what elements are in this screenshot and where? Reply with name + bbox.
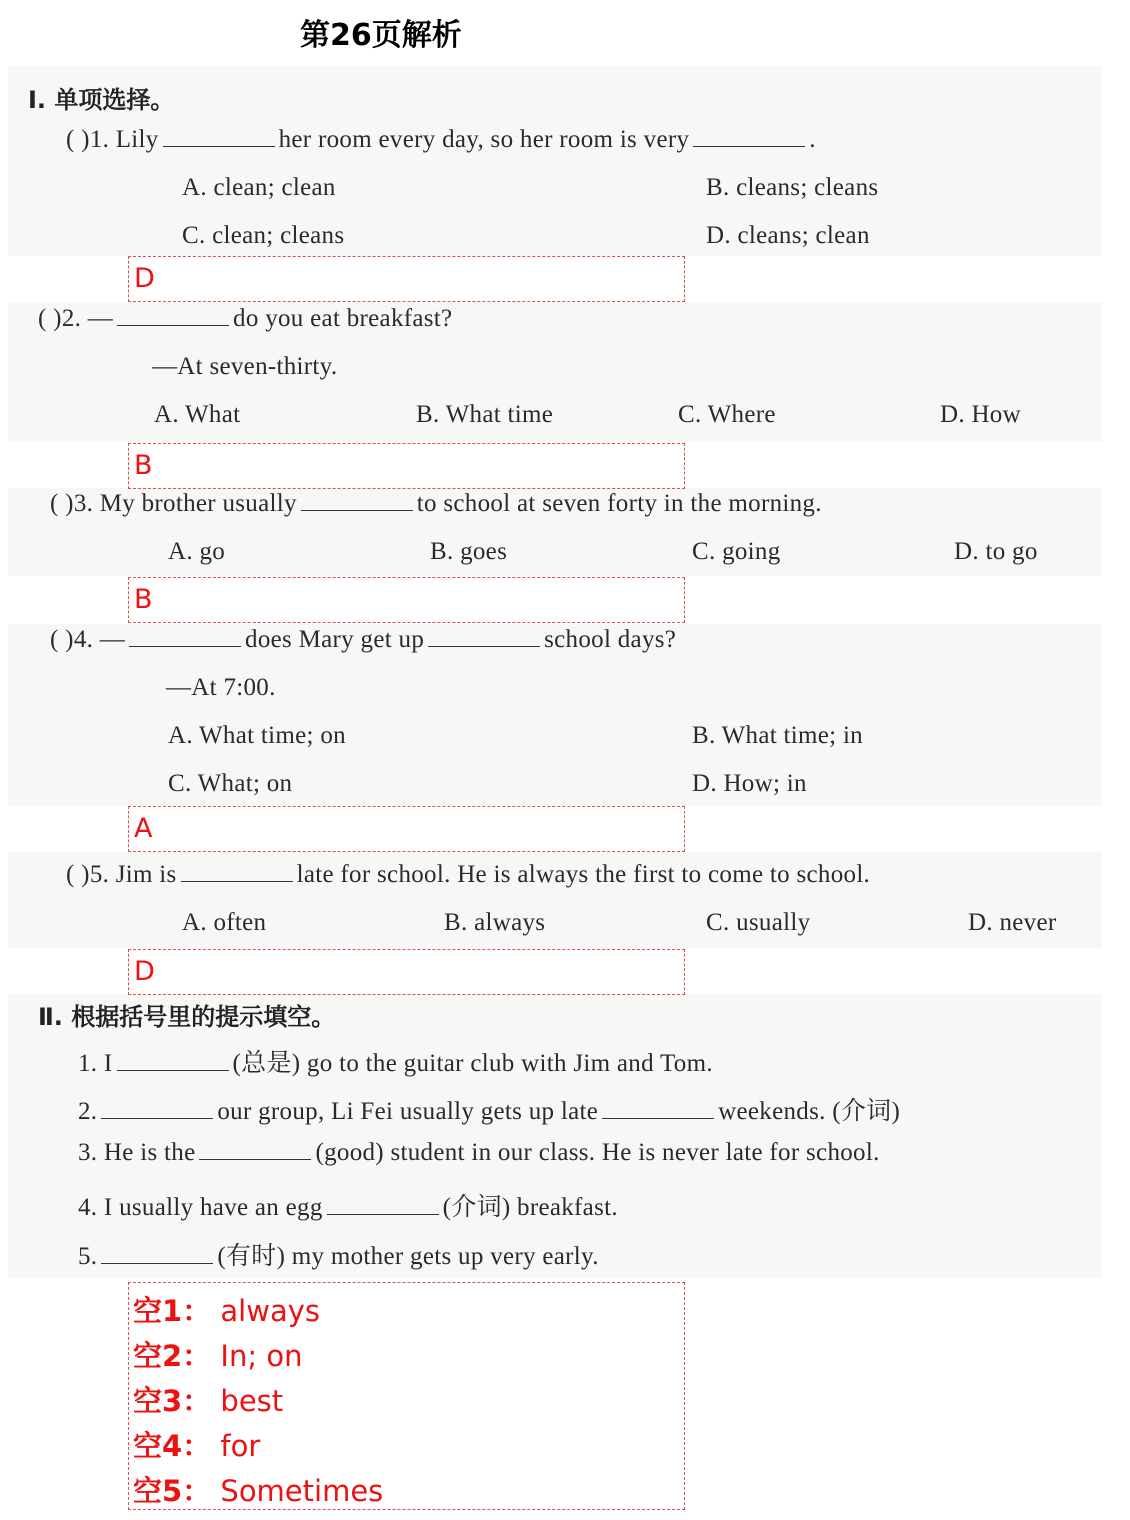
option-d: D. How; in xyxy=(692,770,807,797)
answer-paren[interactable]: ( ) xyxy=(50,626,74,653)
fill-answer-3: 空3： best xyxy=(133,1384,284,1418)
answer-box-5 xyxy=(128,949,685,995)
option-c: C. usually xyxy=(706,909,811,936)
option-d: D. to go xyxy=(954,538,1038,565)
blank xyxy=(163,145,275,147)
blank xyxy=(428,645,540,647)
fill-blank[interactable] xyxy=(602,1117,714,1119)
answer-box-section2 xyxy=(128,1282,685,1510)
fill-item-4: 4. I usually have an egg (介词) breakfast. xyxy=(78,1194,618,1221)
question-2: ( )2. — do you eat breakfast? xyxy=(38,305,453,332)
fill-blank[interactable] xyxy=(101,1117,213,1119)
fill-answer-5: 空5： Sometimes xyxy=(133,1474,384,1508)
answer-1: D xyxy=(134,263,155,294)
option-c: C. clean; cleans xyxy=(182,222,345,249)
answer-paren[interactable]: ( ) xyxy=(38,305,62,332)
blank xyxy=(117,324,229,326)
answer-3: B xyxy=(134,584,153,615)
option-d: D. cleans; clean xyxy=(706,222,870,249)
section1-heading: Ⅰ. 单项选择。 xyxy=(28,86,175,114)
answer-box-3 xyxy=(128,577,685,623)
answer-paren[interactable]: ( ) xyxy=(50,490,74,517)
answer-2: B xyxy=(134,450,153,481)
fill-answers xyxy=(133,1289,383,1514)
question-2-reply: —At seven-thirty. xyxy=(152,353,338,380)
answer-box-4 xyxy=(128,806,685,852)
fill-blank[interactable] xyxy=(327,1213,439,1215)
option-d: D. How xyxy=(940,401,1021,428)
option-a: A. clean; clean xyxy=(182,174,336,201)
blank xyxy=(181,880,293,882)
answer-box-1 xyxy=(128,256,685,302)
blank xyxy=(129,645,241,647)
section2-heading: Ⅱ. 根据括号里的提示填空。 xyxy=(38,1003,336,1031)
fill-item-3: 3. He is the (good) student in our class. He is never late for school. xyxy=(78,1139,880,1166)
option-a: A. What xyxy=(154,401,241,428)
option-b: B. always xyxy=(444,909,546,936)
fill-answer-1: 空1： always xyxy=(133,1294,320,1328)
fill-answer-4: 空4： for xyxy=(133,1429,261,1463)
fill-item-2: 2. our group, Li Fei usually gets up late weekends. (介词) xyxy=(78,1098,901,1125)
fill-item-1: 1. I (总是) go to the guitar club with Jim and Tom. xyxy=(78,1050,713,1077)
option-d: D. never xyxy=(968,909,1057,936)
answer-5: D xyxy=(134,956,155,987)
option-c: C. Where xyxy=(678,401,776,428)
blank xyxy=(693,145,805,147)
answer-paren[interactable]: ( ) xyxy=(66,126,90,153)
option-b: B. goes xyxy=(430,538,508,565)
blank xyxy=(301,509,413,511)
option-a: A. What time; on xyxy=(168,722,346,749)
option-c: C. going xyxy=(692,538,781,565)
question-3: ( )3. My brother usually to school at seven forty in the morning. xyxy=(50,490,822,517)
fill-item-5: 5. (有时) my mother gets up very early. xyxy=(78,1243,599,1270)
question-4-reply: —At 7:00. xyxy=(166,674,276,701)
fill-blank[interactable] xyxy=(199,1158,311,1160)
question-5: ( )5. Jim is late for school. He is always the first to come to school. xyxy=(66,861,871,888)
answer-box-2 xyxy=(128,443,685,489)
answer-4: A xyxy=(134,813,153,844)
page-title: 第26页解析 xyxy=(300,18,462,53)
fill-blank[interactable] xyxy=(101,1262,213,1264)
option-b: B. cleans; cleans xyxy=(706,174,879,201)
answer-paren[interactable]: ( ) xyxy=(66,861,90,888)
option-b: B. What time; in xyxy=(692,722,863,749)
fill-blank[interactable] xyxy=(117,1069,229,1071)
option-c: C. What; on xyxy=(168,770,293,797)
option-b: B. What time xyxy=(416,401,554,428)
option-a: A. go xyxy=(168,538,226,565)
fill-answer-2: 空2： In; on xyxy=(133,1339,303,1373)
question-1: ( )1. Lily her room every day, so her room is very . xyxy=(66,126,816,153)
question-4: ( )4. — does Mary get up school days? xyxy=(50,626,677,653)
option-a: A. often xyxy=(182,909,267,936)
